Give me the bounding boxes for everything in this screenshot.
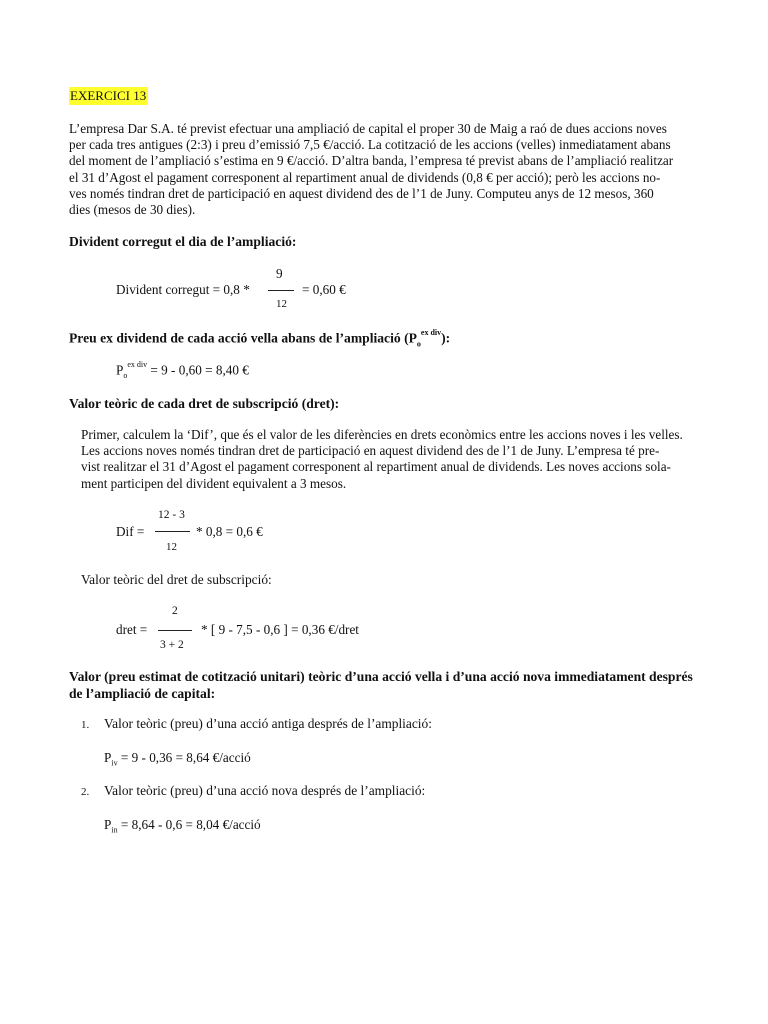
dif-lhs: Dif = — [116, 524, 145, 539]
eq-superscript: ex div — [127, 360, 148, 369]
fraction-bar — [268, 290, 294, 291]
old-share-equation — [104, 750, 251, 768]
intro-line: ves només tindran dret de participació en aquest dividend des de l’1 de Juny. Computeu anys de 12 mesos, 360 — [69, 185, 654, 201]
list-number: 2. — [81, 786, 90, 798]
new-share-equation — [104, 817, 261, 835]
section-heading-dret: Valor teòric de cada dret de subscripció (dret): — [69, 396, 340, 411]
eq-rest: = 9 - 0,36 = 8,64 €/acció — [117, 750, 251, 765]
intro-paragraph — [69, 121, 699, 218]
intro-line: per cada tres antigues (2:3) i preu d’emissió 7,5 €/acció. La cotització de les accions (velles) inmediatament abans — [69, 137, 671, 153]
section-heading-divident: Divident corregut el dia de l’ampliació: — [69, 234, 297, 249]
heading-end: ): — [441, 330, 451, 346]
eq-subscript: o — [123, 371, 128, 381]
divident-denominator: 12 — [276, 298, 287, 310]
list-number: 1. — [81, 719, 90, 731]
eq-symbol: P — [116, 362, 124, 378]
dif-rhs: * 0,8 = 0,6 € — [196, 524, 263, 539]
intro-line: L’empresa Dar S.A. té previst efectuar una ampliació de capital el proper 30 de Maig a raó de dues accions noves — [69, 121, 667, 136]
divident-equation-rhs: = 0,60 € — [302, 282, 346, 297]
dret-intro: Valor teòric del dret de subscripció: — [81, 572, 272, 587]
divident-equation-lhs: Divident corregut = 0,8 * — [116, 282, 250, 297]
eq-rest: = 8,64 - 0,6 = 8,04 €/acció — [117, 817, 261, 832]
list-item-label: Valor teòric (preu) d’una acció nova després de l’ampliació: — [104, 783, 426, 798]
para-line: Primer, calculem la ‘Dif’, que és el valor de les diferències en drets econòmics entre les accions noves i les velles. — [81, 427, 683, 442]
para-line: vist realitzar el 31 d’Agost el pagament corresponent al repartiment anual de dividends. Les noves accions sola- — [81, 459, 671, 475]
section-heading-ex-dividend — [69, 330, 450, 348]
eq-rest: = 9 - 0,60 = 8,40 € — [147, 362, 249, 378]
eq-symbol: P — [104, 817, 112, 832]
para-line: ment participen del divident equivalent a 3 mesos. — [81, 475, 347, 491]
dret-numerator: 2 — [172, 605, 178, 617]
eq-subscript: in — [111, 825, 118, 835]
section-heading-valor: Valor (preu estimat de cotització unitari) teòric d’una acció vella i d’una acció nova immediatament després — [69, 669, 693, 684]
intro-line: del moment de l’ampliació s’estima en 9 €/acció. D’altra banda, l’empresa té previst abans de l’ampliació realitzar — [69, 153, 674, 169]
dret-paragraph — [81, 427, 699, 492]
intro-line: el 31 d’Agost el pagament corresponent al repartiment anual de dividends (0,8 € per acció); però les accions no- — [69, 169, 661, 185]
dif-denominator: 12 — [166, 541, 177, 553]
dret-lhs: dret = — [116, 622, 148, 637]
para-line: Les accions noves només tindran dret de participació en aquest dividend des de l’1 de Juny. L’empresa té pre- — [81, 443, 660, 459]
heading-subscript: o — [416, 339, 421, 349]
heading-text: Preu ex dividend de cada acció vella abans de l’ampliació (P — [69, 330, 417, 346]
divident-numerator: 9 — [276, 266, 283, 281]
ex-dividend-equation — [116, 362, 249, 380]
exercise-title: EXERCICI 13 — [70, 88, 147, 103]
fraction-bar — [158, 630, 192, 631]
section-heading-valor-cont: de l’ampliació de capital: — [69, 686, 216, 701]
dret-rhs: * [ 9 - 7,5 - 0,6 ] = 0,36 €/dret — [201, 622, 359, 637]
eq-symbol: P — [104, 750, 112, 765]
intro-line: dies (mesos de 30 dies). — [69, 202, 196, 218]
fraction-bar — [155, 531, 190, 532]
dif-numerator: 12 - 3 — [158, 509, 185, 521]
list-item-label: Valor teòric (preu) d’una acció antiga després de l’ampliació: — [104, 716, 432, 731]
eq-subscript: iv — [111, 758, 118, 768]
dret-denominator: 3 + 2 — [160, 639, 184, 651]
heading-superscript: ex div — [420, 328, 442, 337]
